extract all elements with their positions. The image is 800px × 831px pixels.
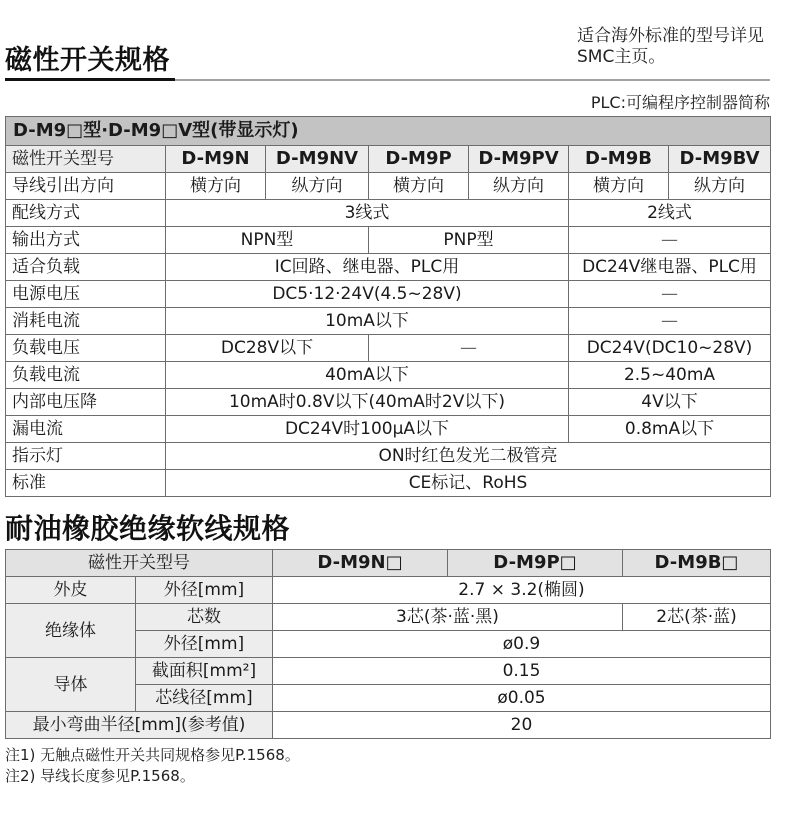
model-d-m9n-cord: D-M9N□: [273, 550, 448, 577]
model-d-m9b: D-M9B: [569, 146, 669, 173]
cross-section-label: 截面积[mm²]: [136, 658, 273, 685]
row-label: 负载电压: [6, 335, 166, 362]
spec-value: 纵方向: [469, 173, 569, 200]
cores-value-2wire: 2芯(茶·蓝): [623, 604, 771, 631]
spec-value-na: —: [569, 308, 771, 335]
overseas-note-line-2: SMC主页。: [577, 47, 666, 67]
row-load-voltage: [6, 335, 771, 362]
conductor-label: 导体: [6, 658, 136, 712]
model-label: 磁性开关型号: [6, 146, 166, 173]
row-conductor-cross-section: [6, 658, 771, 685]
spec-value: DC24V(DC10~28V): [569, 335, 771, 362]
row-internal-voltage-drop: [6, 389, 771, 416]
row-label: 指示灯: [6, 443, 166, 470]
model-d-m9p: D-M9P: [369, 146, 469, 173]
min-bend-radius-label: 最小弯曲半径[mm](参考值): [6, 712, 273, 739]
row-output: [6, 227, 771, 254]
spec-value: CE标记、RoHS: [166, 470, 771, 497]
spec-value: 2线式: [569, 200, 771, 227]
spec-value-na: —: [369, 335, 569, 362]
row-label: 漏电流: [6, 416, 166, 443]
row-indicator-light: [6, 443, 771, 470]
spec-value: 40mA以下: [166, 362, 569, 389]
footnotes: [5, 745, 300, 787]
spec-value: 横方向: [369, 173, 469, 200]
row-label: 内部电压降: [6, 389, 166, 416]
spec-value: DC5·12·24V(4.5~28V): [166, 281, 569, 308]
spec-value: 横方向: [166, 173, 266, 200]
row-label: 电源电压: [6, 281, 166, 308]
spec-value: 0.8mA以下: [569, 416, 771, 443]
wire-diameter-label: 芯线径[mm]: [136, 685, 273, 712]
sheath-od-label: 外径[mm]: [136, 577, 273, 604]
spec-value-na: —: [569, 227, 771, 254]
insulator-label: 绝缘体: [6, 604, 136, 658]
footnote-2: 注2) 导线长度参见P.1568。: [5, 767, 195, 785]
model-d-m9bv: D-M9BV: [669, 146, 771, 173]
cross-section-value: 0.15: [273, 658, 771, 685]
spec-value: DC28V以下: [166, 335, 369, 362]
footnote-1: 注1) 无触点磁性开关共同规格参见P.1568。: [5, 746, 300, 764]
row-standard: [6, 470, 771, 497]
spec-value: 横方向: [569, 173, 669, 200]
cores-label: 芯数: [136, 604, 273, 631]
sheath-od-value: 2.7 × 3.2(椭圆): [273, 577, 771, 604]
row-label: 配线方式: [6, 200, 166, 227]
model-d-m9b-cord: D-M9B□: [623, 550, 771, 577]
row-label: 消耗电流: [6, 308, 166, 335]
cord-spec-title: 耐油橡胶绝缘软线规格: [5, 512, 291, 545]
spec-value: ON时红色发光二极管亮: [166, 443, 771, 470]
row-label: 适合负载: [6, 254, 166, 281]
spec-value: 10mA以下: [166, 308, 569, 335]
row-label: 负载电流: [6, 362, 166, 389]
row-power-supply-voltage: [6, 281, 771, 308]
row-insulator-cores: [6, 604, 771, 631]
spec-value: PNP型: [369, 227, 569, 254]
spec-value-na: —: [569, 281, 771, 308]
spec-value: 纵方向: [266, 173, 369, 200]
spec-value: NPN型: [166, 227, 369, 254]
spec-value: DC24V继电器、PLC用: [569, 254, 771, 281]
model-d-m9n: D-M9N: [166, 146, 266, 173]
switch-spec-table: [5, 116, 771, 497]
spec-value: 3线式: [166, 200, 569, 227]
section-divider: [175, 79, 770, 81]
min-bend-radius-value: 20: [273, 712, 771, 739]
overseas-note-line-1: 适合海外标准的型号详见: [577, 26, 764, 46]
model-d-m9nv: D-M9NV: [266, 146, 369, 173]
row-wiring: [6, 200, 771, 227]
spec-value: 2.5~40mA: [569, 362, 771, 389]
spec-value: 纵方向: [669, 173, 771, 200]
row-label: 输出方式: [6, 227, 166, 254]
insulator-od-value: ø0.9: [273, 631, 771, 658]
spec-value: DC24V时100μA以下: [166, 416, 569, 443]
series-header-row: [6, 117, 771, 146]
row-applicable-load: [6, 254, 771, 281]
spec-value: 10mA时0.8V以下(40mA时2V以下): [166, 389, 569, 416]
sheath-label: 外皮: [6, 577, 136, 604]
spec-value: IC回路、继电器、PLC用: [166, 254, 569, 281]
cord-header-row: [6, 550, 771, 577]
row-label: 导线引出方向: [6, 173, 166, 200]
model-d-m9p-cord: D-M9P□: [448, 550, 623, 577]
cores-value-3wire: 3芯(茶·蓝·黑): [273, 604, 623, 631]
row-sheath: [6, 577, 771, 604]
model-d-m9pv: D-M9PV: [469, 146, 569, 173]
cord-model-label: 磁性开关型号: [6, 550, 273, 577]
overseas-standard-note: [577, 26, 777, 68]
series-header: D-M9□型·D-M9□V型(带显示灯): [6, 117, 771, 146]
plc-abbreviation-note: PLC:可编程序控制器简称: [590, 93, 770, 112]
wire-diameter-value: ø0.05: [273, 685, 771, 712]
row-leakage-current: [6, 416, 771, 443]
switch-spec-title: 磁性开关规格: [5, 45, 170, 76]
cord-spec-table: [5, 549, 771, 739]
row-load-current: [6, 362, 771, 389]
row-min-bend-radius: [6, 712, 771, 739]
insulator-od-label: 外径[mm]: [136, 631, 273, 658]
row-lead-wire-direction: [6, 173, 771, 200]
spec-value: 4V以下: [569, 389, 771, 416]
row-current-consumption: [6, 308, 771, 335]
title-underline: [5, 78, 175, 81]
row-label: 标准: [6, 470, 166, 497]
model-row: [6, 146, 771, 173]
